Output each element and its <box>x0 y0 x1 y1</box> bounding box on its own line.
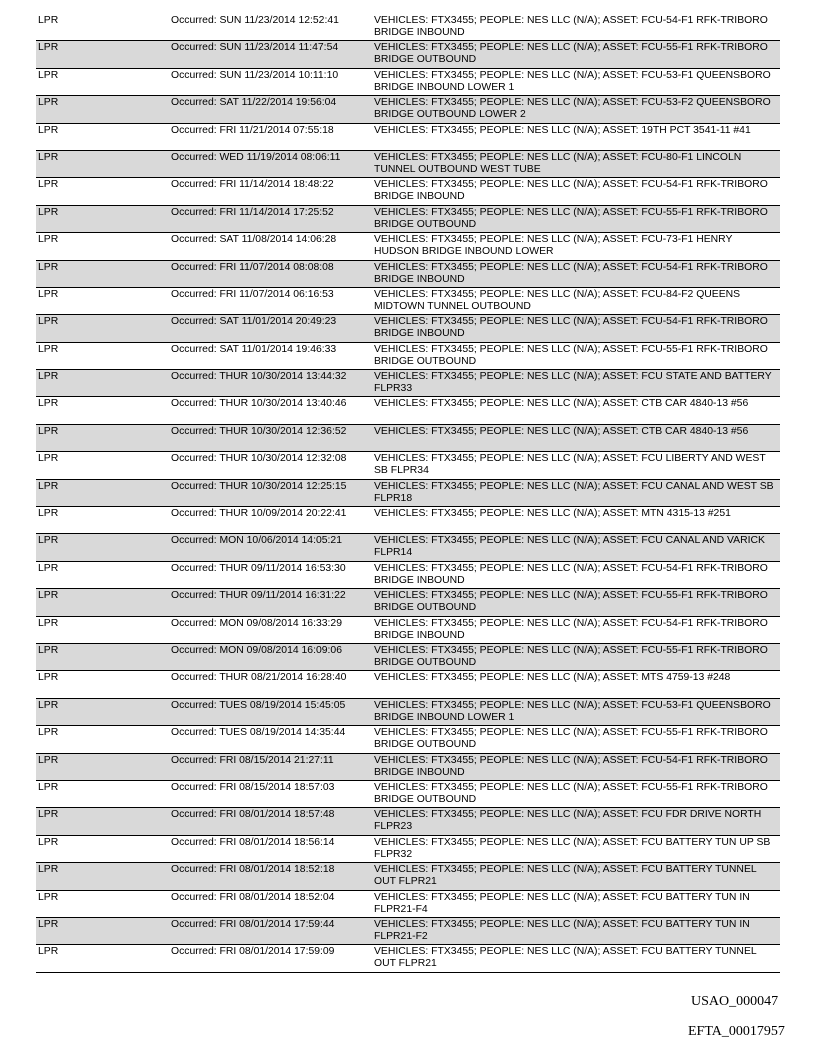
record-description: VEHICLES: FTX3455; PEOPLE: NES LLC (N/A); ASSET: CTB CAR 4840-13 #56 <box>374 398 749 410</box>
occurred-datetime: Occurred: MON 09/08/2014 16:09:06 <box>171 644 342 656</box>
occurred-datetime: Occurred: FRI 08/15/2014 21:27:11 <box>171 754 334 766</box>
table-row <box>36 480 780 507</box>
record-description: VEHICLES: FTX3455; PEOPLE: NES LLC (N/A); ASSET: FCU-54-F1 RFK-TRIBORO BRIDGE INBOUND <box>374 316 768 340</box>
table-row <box>36 96 780 123</box>
record-type: LPR <box>38 644 59 656</box>
record-description: VEHICLES: FTX3455; PEOPLE: NES LLC (N/A); ASSET: FCU BATTERY TUNNEL OUT FLPR21 <box>374 946 757 970</box>
record-description: VEHICLES: FTX3455; PEOPLE: NES LLC (N/A); ASSET: FCU-55-F1 RFK-TRIBORO BRIDGE OUTBOUND <box>374 42 768 66</box>
record-description: VEHICLES: FTX3455; PEOPLE: NES LLC (N/A); ASSET: FCU-54-F1 RFK-TRIBORO BRIDGE INBOUND <box>374 261 768 285</box>
occurred-datetime: Occurred: SAT 11/08/2014 14:06:28 <box>171 234 337 246</box>
table-row <box>36 918 780 945</box>
table-row <box>36 644 780 671</box>
record-type: LPR <box>38 124 59 136</box>
table-row <box>36 41 780 68</box>
record-type: LPR <box>38 425 59 437</box>
record-description: VEHICLES: FTX3455; PEOPLE: NES LLC (N/A); ASSET: FCU-53-F1 QUEENSBORO BRIDGE INBOUND LOWER 1 <box>374 699 771 723</box>
record-type: LPR <box>38 617 59 629</box>
table-row <box>36 808 780 835</box>
record-description: VEHICLES: FTX3455; PEOPLE: NES LLC (N/A); ASSET: FCU-84-F2 QUEENS MIDTOWN TUNNEL OUTBOUND <box>374 288 741 312</box>
table-row <box>36 754 780 781</box>
record-description: VEHICLES: FTX3455; PEOPLE: NES LLC (N/A); ASSET: FCU-73-F1 HENRY HUDSON BRIDGE INBOUND LOWER <box>374 234 733 258</box>
record-description: VEHICLES: FTX3455; PEOPLE: NES LLC (N/A); ASSET: FCU BATTERY TUN UP SB FLPR32 <box>374 836 771 860</box>
record-description: VEHICLES: FTX3455; PEOPLE: NES LLC (N/A); ASSET: FCU-55-F1 RFK-TRIBORO BRIDGE OUTBOUND <box>374 590 768 614</box>
record-type: LPR <box>38 179 59 191</box>
record-description: VEHICLES: FTX3455; PEOPLE: NES LLC (N/A); ASSET: FCU-54-F1 RFK-TRIBORO BRIDGE INBOUND <box>374 562 768 586</box>
occurred-datetime: Occurred: FRI 11/07/2014 06:16:53 <box>171 288 334 300</box>
record-description: VEHICLES: FTX3455; PEOPLE: NES LLC (N/A); ASSET: FCU LIBERTY AND WEST SB FLPR34 <box>374 453 766 477</box>
table-row <box>36 69 780 96</box>
records-table <box>36 14 780 973</box>
record-type: LPR <box>38 836 59 848</box>
table-row <box>36 726 780 753</box>
record-type: LPR <box>38 234 59 246</box>
record-description: VEHICLES: FTX3455; PEOPLE: NES LLC (N/A); ASSET: CTB CAR 4840-13 #56 <box>374 425 749 437</box>
record-description: VEHICLES: FTX3455; PEOPLE: NES LLC (N/A); ASSET: FCU-54-F1 RFK-TRIBORO BRIDGE INBOUND <box>374 617 768 641</box>
record-type: LPR <box>38 371 59 383</box>
table-row <box>36 397 780 424</box>
occurred-datetime: Occurred: TUES 08/19/2014 15:45:05 <box>171 699 346 711</box>
table-row <box>36 288 780 315</box>
occurred-datetime: Occurred: FRI 11/07/2014 08:08:08 <box>171 261 334 273</box>
record-type: LPR <box>38 15 59 26</box>
table-row <box>36 14 780 41</box>
record-type: LPR <box>38 918 59 930</box>
occurred-datetime: Occurred: FRI 08/01/2014 18:52:04 <box>171 891 335 903</box>
record-description: VEHICLES: FTX3455; PEOPLE: NES LLC (N/A); ASSET: FCU-55-F1 RFK-TRIBORO BRIDGE OUTBOUND <box>374 781 768 805</box>
occurred-datetime: Occurred: WED 11/19/2014 08:06:11 <box>171 151 341 163</box>
record-description: VEHICLES: FTX3455; PEOPLE: NES LLC (N/A); ASSET: FCU-80-F1 LINCOLN TUNNEL OUTBOUND WEST TUBE <box>374 151 742 175</box>
record-type: LPR <box>38 809 59 821</box>
record-description: VEHICLES: FTX3455; PEOPLE: NES LLC (N/A); ASSET: FCU-53-F1 QUEENSBORO BRIDGE INBOUND LOWER 1 <box>374 69 771 93</box>
record-description: VEHICLES: FTX3455; PEOPLE: NES LLC (N/A); ASSET: FCU-55-F1 RFK-TRIBORO BRIDGE OUTBOUND <box>374 343 768 367</box>
record-type: LPR <box>38 864 59 876</box>
occurred-datetime: Occurred: MON 09/08/2014 16:33:29 <box>171 617 342 629</box>
document-id: EFTA_00017957 <box>688 1024 785 1039</box>
occurred-datetime: Occurred: FRI 11/21/2014 07:55:18 <box>171 124 334 136</box>
occurred-datetime: Occurred: SAT 11/01/2014 19:46:33 <box>171 343 337 355</box>
occurred-datetime: Occurred: THUR 09/11/2014 16:31:22 <box>171 590 346 602</box>
record-type: LPR <box>38 288 59 300</box>
table-row <box>36 562 780 589</box>
record-description: VEHICLES: FTX3455; PEOPLE: NES LLC (N/A); ASSET: MTS 4759-13 #248 <box>374 672 731 684</box>
record-description: VEHICLES: FTX3455; PEOPLE: NES LLC (N/A); ASSET: FCU BATTERY TUNNEL OUT FLPR21 <box>374 864 757 888</box>
occurred-datetime: Occurred: THUR 10/30/2014 12:36:52 <box>171 425 347 437</box>
occurred-datetime: Occurred: FRI 08/01/2014 18:56:14 <box>171 836 335 848</box>
table-row <box>36 699 780 726</box>
table-row <box>36 151 780 178</box>
record-type: LPR <box>38 398 59 410</box>
table-row <box>36 370 780 397</box>
record-type: LPR <box>38 42 59 54</box>
occurred-datetime: Occurred: THUR 09/11/2014 16:53:30 <box>171 562 346 574</box>
table-row <box>36 206 780 233</box>
record-type: LPR <box>38 754 59 766</box>
occurred-datetime: Occurred: FRI 08/15/2014 18:57:03 <box>171 781 335 793</box>
record-description: VEHICLES: FTX3455; PEOPLE: NES LLC (N/A); ASSET: FCU BATTERY TUN IN FLPR21-F2 <box>374 918 750 942</box>
record-type: LPR <box>38 508 59 520</box>
occurred-datetime: Occurred: SUN 11/23/2014 10:11:10 <box>171 69 339 81</box>
occurred-datetime: Occurred: THUR 10/09/2014 20:22:41 <box>171 508 347 520</box>
record-type: LPR <box>38 562 59 574</box>
occurred-datetime: Occurred: THUR 10/30/2014 13:44:32 <box>171 371 347 383</box>
record-type: LPR <box>38 891 59 903</box>
table-row <box>36 589 780 616</box>
occurred-datetime: Occurred: FRI 08/01/2014 18:52:18 <box>171 864 335 876</box>
occurred-datetime: Occurred: THUR 10/30/2014 12:25:15 <box>171 480 347 492</box>
record-description: VEHICLES: FTX3455; PEOPLE: NES LLC (N/A); ASSET: FCU-55-F1 RFK-TRIBORO BRIDGE OUTBOUND <box>374 206 768 230</box>
occurred-datetime: Occurred: MON 10/06/2014 14:05:21 <box>171 535 342 547</box>
table-row <box>36 534 780 561</box>
table-row <box>36 891 780 918</box>
table-row <box>36 507 780 534</box>
record-type: LPR <box>38 316 59 328</box>
record-type: LPR <box>38 343 59 355</box>
record-description: VEHICLES: FTX3455; PEOPLE: NES LLC (N/A); ASSET: FCU STATE AND BATTERY FLPR33 <box>374 371 772 395</box>
record-description: VEHICLES: FTX3455; PEOPLE: NES LLC (N/A); ASSET: FCU CANAL AND VARICK FLPR14 <box>374 535 765 559</box>
record-description: VEHICLES: FTX3455; PEOPLE: NES LLC (N/A); ASSET: FCU-55-F1 RFK-TRIBORO BRIDGE OUTBOUND <box>374 644 768 668</box>
table-row <box>36 781 780 808</box>
occurred-datetime: Occurred: FRI 08/01/2014 17:59:44 <box>171 918 335 930</box>
table-row <box>36 617 780 644</box>
record-description: VEHICLES: FTX3455; PEOPLE: NES LLC (N/A); ASSET: FCU-54-F1 RFK-TRIBORO BRIDGE INBOUND <box>374 15 768 38</box>
record-type: LPR <box>38 453 59 465</box>
record-description: VEHICLES: FTX3455; PEOPLE: NES LLC (N/A); ASSET: MTN 4315-13 #251 <box>374 508 731 520</box>
record-type: LPR <box>38 480 59 492</box>
occurred-datetime: Occurred: FRI 08/01/2014 17:59:09 <box>171 946 335 958</box>
table-row <box>36 124 780 151</box>
record-type: LPR <box>38 946 59 958</box>
record-description: VEHICLES: FTX3455; PEOPLE: NES LLC (N/A); ASSET: FCU-55-F1 RFK-TRIBORO BRIDGE OUTBOUND <box>374 727 768 751</box>
record-type: LPR <box>38 699 59 711</box>
occurred-datetime: Occurred: FRI 08/01/2014 18:57:48 <box>171 809 335 821</box>
occurred-datetime: Occurred: FRI 11/14/2014 18:48:22 <box>171 179 334 191</box>
occurred-datetime: Occurred: SUN 11/23/2014 12:52:41 <box>171 15 339 26</box>
table-row <box>36 315 780 342</box>
table-row <box>36 425 780 452</box>
record-type: LPR <box>38 781 59 793</box>
record-description: VEHICLES: FTX3455; PEOPLE: NES LLC (N/A); ASSET: 19TH PCT 3541-11 #41 <box>374 124 751 136</box>
record-type: LPR <box>38 727 59 739</box>
occurred-datetime: Occurred: SUN 11/23/2014 11:47:54 <box>171 42 339 54</box>
table-row <box>36 178 780 205</box>
occurred-datetime: Occurred: SAT 11/01/2014 20:49:23 <box>171 316 337 328</box>
record-description: VEHICLES: FTX3455; PEOPLE: NES LLC (N/A); ASSET: FCU CANAL AND WEST SB FLPR18 <box>374 480 774 504</box>
table-row <box>36 343 780 370</box>
occurred-datetime: Occurred: THUR 08/21/2014 16:28:40 <box>171 672 347 684</box>
table-row <box>36 233 780 260</box>
occurred-datetime: Occurred: THUR 10/30/2014 13:40:46 <box>171 398 347 410</box>
table-row <box>36 836 780 863</box>
occurred-datetime: Occurred: FRI 11/14/2014 17:25:52 <box>171 206 334 218</box>
table-row <box>36 261 780 288</box>
record-description: VEHICLES: FTX3455; PEOPLE: NES LLC (N/A); ASSET: FCU-54-F1 RFK-TRIBORO BRIDGE INBOUND <box>374 754 768 778</box>
record-description: VEHICLES: FTX3455; PEOPLE: NES LLC (N/A); ASSET: FCU-53-F2 QUEENSBORO BRIDGE OUTBOUND LOWER 2 <box>374 97 771 121</box>
record-type: LPR <box>38 261 59 273</box>
table-row <box>36 945 780 972</box>
occurred-datetime: Occurred: SAT 11/22/2014 19:56:04 <box>171 97 337 109</box>
record-type: LPR <box>38 151 59 163</box>
record-type: LPR <box>38 97 59 109</box>
occurred-datetime: Occurred: TUES 08/19/2014 14:35:44 <box>171 727 346 739</box>
bates-number: USAO_000047 <box>691 994 779 1009</box>
record-type: LPR <box>38 672 59 684</box>
record-type: LPR <box>38 69 59 81</box>
occurred-datetime: Occurred: THUR 10/30/2014 12:32:08 <box>171 453 347 465</box>
table-row <box>36 671 780 698</box>
table-row <box>36 452 780 479</box>
record-description: VEHICLES: FTX3455; PEOPLE: NES LLC (N/A); ASSET: FCU FDR DRIVE NORTH FLPR23 <box>374 809 762 833</box>
record-description: VEHICLES: FTX3455; PEOPLE: NES LLC (N/A); ASSET: FCU-54-F1 RFK-TRIBORO BRIDGE INBOUND <box>374 179 768 203</box>
record-type: LPR <box>38 590 59 602</box>
record-type: LPR <box>38 535 59 547</box>
record-description: VEHICLES: FTX3455; PEOPLE: NES LLC (N/A); ASSET: FCU BATTERY TUN IN FLPR21-F4 <box>374 891 750 915</box>
table-row <box>36 863 780 890</box>
record-type: LPR <box>38 206 59 218</box>
